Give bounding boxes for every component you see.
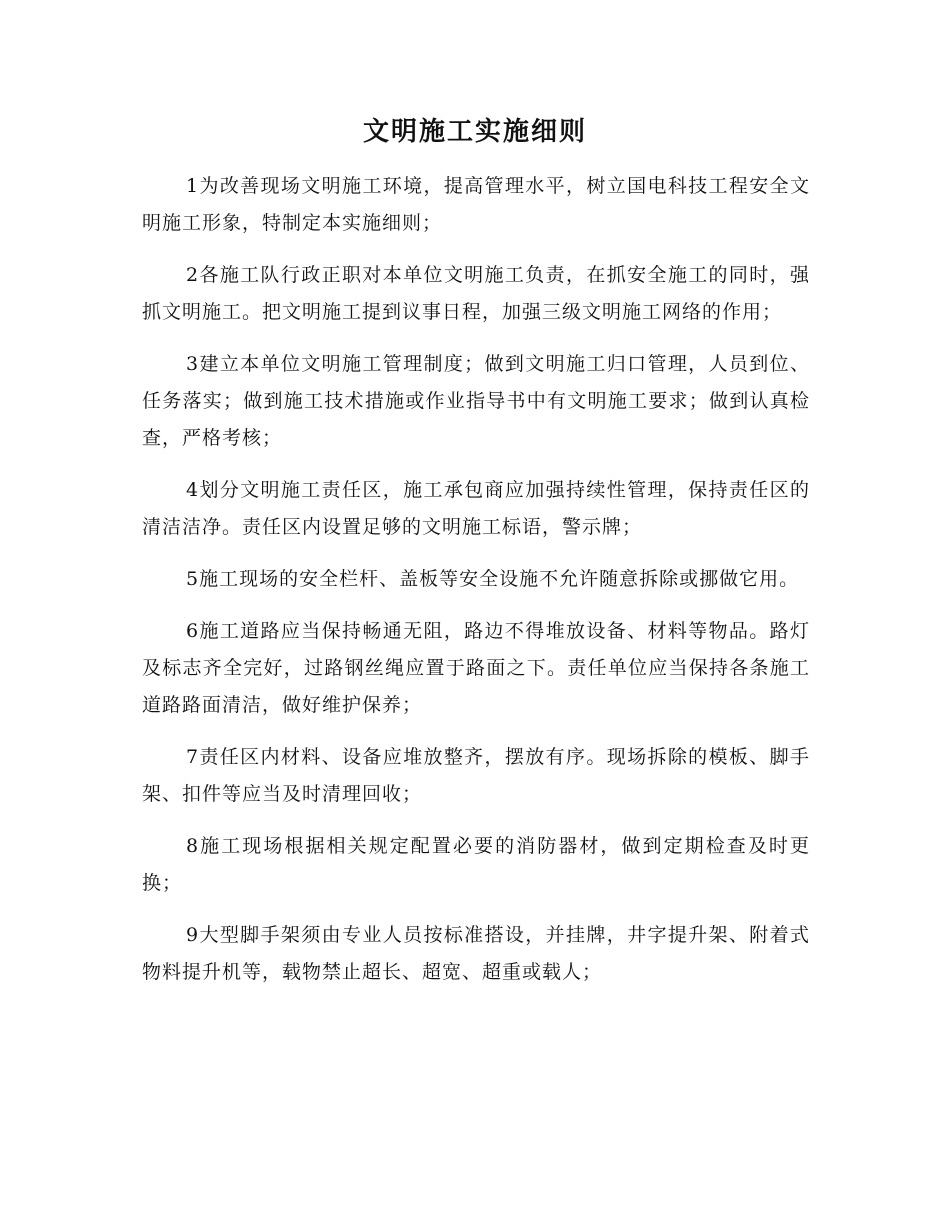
document-title: 文明施工实施细则 — [362, 117, 587, 147]
document-body — [142, 168, 810, 1006]
paragraph-8: 8施工现场根据相关规定配置必要的消防器材，做到定期检查及时更换； — [142, 835, 810, 894]
paragraph-7: 7责任区内材料、设备应堆放整齐，摆放有序。现场拆除的模板、脚手架、扣件等应当及时清理回收； — [142, 746, 810, 805]
paragraph-4: 4划分文明施工责任区，施工承包商应加强持续性管理，保持责任区的清洁洁净。责任区内设置足够的文明施工标语，警示牌； — [142, 479, 810, 538]
paragraph-5: 5施工现场的安全栏杆、盖板等安全设施不允许随意拆除或挪做它用。 — [186, 568, 800, 590]
paragraph-9: 9大型脚手架须由专业人员按标准搭设，并挂牌，井字提升架、附着式物料提升机等，载物禁止超长、超宽、超重或载人； — [142, 924, 810, 983]
paragraph-3: 3建立本单位文明施工管理制度；做到文明施工归口管理，人员到位、任务落实；做到施工技术措施或作业指导书中有文明施工要求；做到认真检查，严格考核； — [142, 353, 810, 449]
paragraph-1: 1为改善现场文明施工环境，提高管理水平，树立国电科技工程安全文明施工形象，特制定本实施细则； — [142, 175, 810, 234]
paragraph-6: 6施工道路应当保持畅通无阻，路边不得堆放设备、材料等物品。路灯及标志齐全完好，过路钢丝绳应置于路面之下。责任单位应当保持各条施工道路路面清洁，做好维护保养； — [142, 620, 810, 716]
paragraph-2: 2各施工队行政正职对本单位文明施工负责，在抓安全施工的同时，强抓文明施工。把文明施工提到议事日程，加强三级文明施工网络的作用； — [142, 264, 810, 323]
